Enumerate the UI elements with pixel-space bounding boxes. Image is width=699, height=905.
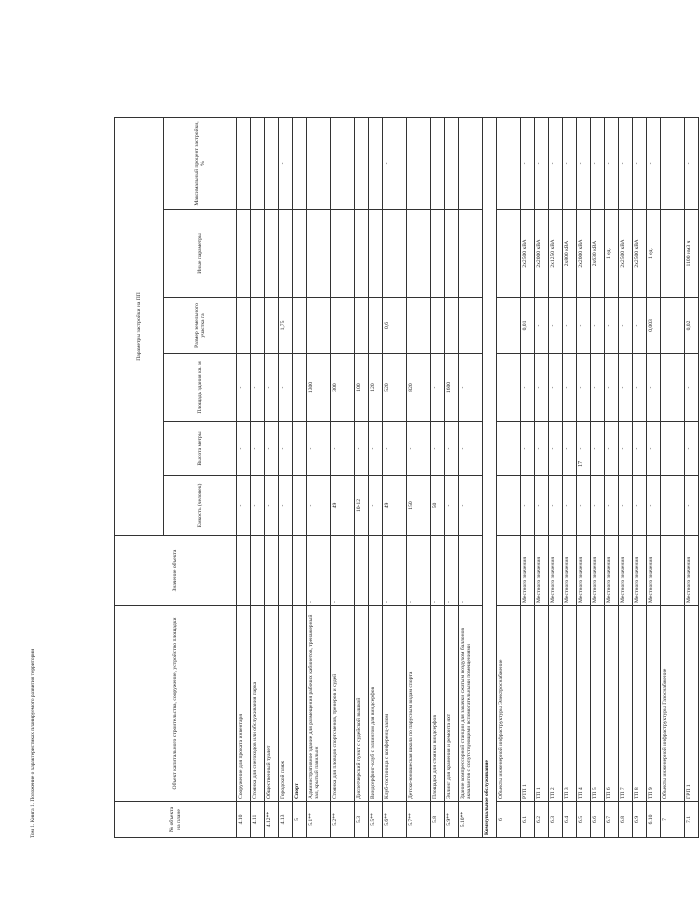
row-area-cell <box>293 354 307 422</box>
row-num-cell: 5.7** <box>407 802 431 838</box>
row-area-cell: 1300 <box>307 354 331 422</box>
row-height-cell: - <box>521 422 535 476</box>
row-other-cell <box>237 210 251 298</box>
row-height-cell: - <box>251 422 265 476</box>
col-other-header: Иные параметры <box>164 210 237 298</box>
row-significance-cell: Местного значения <box>685 536 699 606</box>
row-object-cell: ТП 1 <box>535 606 549 802</box>
row-height-cell: - <box>647 422 661 476</box>
document-header: Том 1. Книга 1. Положение о характеристиках планируемого развития территории <box>30 648 36 838</box>
row-percent-cell <box>331 117 355 209</box>
row-significance-cell <box>293 536 307 606</box>
row-capacity-cell: - <box>535 476 549 536</box>
row-area-cell: 1600 <box>445 354 459 422</box>
row-percent-cell <box>307 117 331 209</box>
row-object-cell: Виндсерфинг-клуб с эллингом для виндсерфов <box>369 606 383 802</box>
row-significance-cell: Местного значения <box>647 536 661 606</box>
row-object-cell: Площадка для стоянки виндсерфов <box>431 606 445 802</box>
row-num-cell: 6.6 <box>591 802 605 838</box>
row-capacity-cell: 150 <box>407 476 431 536</box>
row-capacity-cell: - <box>563 476 577 536</box>
table-row <box>307 117 331 837</box>
row-plot-cell <box>445 298 459 354</box>
col-height-header: Высота метры <box>164 422 237 476</box>
row-plot-cell: - <box>591 298 605 354</box>
row-object-cell: ТП 5 <box>591 606 605 802</box>
row-percent-cell <box>369 117 383 209</box>
table-row <box>521 117 535 837</box>
row-height-cell: - <box>431 422 445 476</box>
row-plot-cell <box>307 298 331 354</box>
row-object-cell: Стоянка для пловцов спортсменов, тренеров и судей <box>331 606 355 802</box>
table-row <box>445 117 459 837</box>
row-height-cell: - <box>459 422 483 476</box>
row-capacity-cell: - <box>647 476 661 536</box>
table-row <box>591 117 605 837</box>
row-height-cell: - <box>535 422 549 476</box>
table-row <box>431 117 445 837</box>
row-height-cell <box>497 422 521 476</box>
row-area-cell: - <box>577 354 591 422</box>
row-area-cell: - <box>619 354 633 422</box>
row-percent-cell <box>407 117 431 209</box>
table-row <box>251 117 265 837</box>
row-percent-cell: - <box>647 117 661 209</box>
table-row <box>237 117 251 837</box>
row-other-cell: 2х1250 кВА <box>549 210 563 298</box>
row-significance-cell <box>369 536 383 606</box>
row-other-cell <box>355 210 369 298</box>
row-num-cell: 6.10 <box>647 802 661 838</box>
row-height-cell: - <box>355 422 369 476</box>
row-other-cell: 2х2500 кВА <box>521 210 535 298</box>
row-capacity-cell: - <box>591 476 605 536</box>
row-num-cell: 6.3 <box>549 802 563 838</box>
row-height-cell: - <box>445 422 459 476</box>
row-area-cell: 100 <box>355 354 369 422</box>
row-object-cell: Сооружение для проката инвентаря <box>237 606 251 802</box>
row-significance-cell: - <box>445 536 459 606</box>
col-area-header: Площадь здания кв. м <box>164 354 237 422</box>
params-group-header: Параметры застройки на ПП <box>115 117 164 535</box>
row-plot-cell: - <box>619 298 633 354</box>
row-height-cell: - <box>307 422 331 476</box>
row-capacity-cell: 50 <box>431 476 445 536</box>
row-significance-cell: Местного значения <box>535 536 549 606</box>
row-object-cell: Диспетчерский пункт с судейской вышкой <box>355 606 369 802</box>
row-plot-cell <box>431 298 445 354</box>
row-num-cell: 5.8 <box>431 802 445 838</box>
row-other-cell <box>331 210 355 298</box>
row-num-cell: 6.8 <box>619 802 633 838</box>
row-height-cell <box>661 422 685 476</box>
row-other-cell: 2х2500 кВА <box>619 210 633 298</box>
row-percent-cell <box>431 117 445 209</box>
row-num-cell: 4.13 <box>279 802 293 838</box>
row-plot-cell: - <box>535 298 549 354</box>
row-capacity-cell <box>293 476 307 536</box>
row-percent-cell: - <box>591 117 605 209</box>
row-num-cell: 5.3 <box>355 802 369 838</box>
row-capacity-cell: - <box>619 476 633 536</box>
row-other-cell: 2х2500 кВА <box>633 210 647 298</box>
row-other-cell <box>445 210 459 298</box>
row-percent-cell: - <box>685 117 699 209</box>
row-plot-cell <box>459 298 483 354</box>
row-object-cell: ТП 8 <box>633 606 647 802</box>
row-height-cell: - <box>331 422 355 476</box>
row-percent-cell: - <box>383 117 407 209</box>
table-row <box>483 117 497 837</box>
row-plot-cell: - <box>605 298 619 354</box>
row-capacity-cell: - <box>521 476 535 536</box>
row-area-cell: - <box>265 354 279 422</box>
table-row <box>647 117 661 837</box>
row-percent-cell <box>237 117 251 209</box>
row-other-cell <box>307 210 331 298</box>
row-area-cell <box>497 354 521 422</box>
row-object-cell: Стоянка для снегоходов или обслуживания парка <box>251 606 265 802</box>
row-num-cell: 7 <box>661 802 685 838</box>
row-significance-cell <box>237 536 251 606</box>
table-row <box>383 117 407 837</box>
row-num-cell: 6.2 <box>535 802 549 838</box>
row-num-cell: 5.5** <box>369 802 383 838</box>
row-object-cell: Административное здание для размещения рабочих кабинетов, тренажерный зал, крытый павильон <box>307 606 331 802</box>
row-other-cell <box>279 210 293 298</box>
row-capacity-cell: - <box>251 476 265 536</box>
row-num-cell: 5.10** <box>459 802 483 838</box>
col-object-header: Объект капитального строительства, сооружение, устройство площадки <box>115 606 237 802</box>
row-area-cell: - <box>605 354 619 422</box>
row-area-cell: - <box>237 354 251 422</box>
row-object-cell: ТП 3 <box>563 606 577 802</box>
row-object-cell: ТП 2 <box>549 606 563 802</box>
row-capacity-cell: - <box>459 476 483 536</box>
row-height-cell <box>293 422 307 476</box>
col-capacity-header: Емкость (человек) <box>164 476 237 536</box>
table-body <box>237 117 699 837</box>
row-plot-cell: 0,6 <box>383 298 407 354</box>
row-object-cell: ТП 4 <box>577 606 591 802</box>
row-object-cell: Спорт <box>293 606 307 802</box>
row-num-cell: 5.2** <box>331 802 355 838</box>
row-object-cell: ГРП 1 <box>685 606 699 802</box>
row-height-cell: - <box>369 422 383 476</box>
row-other-cell <box>431 210 445 298</box>
row-height-cell: - <box>383 422 407 476</box>
row-plot-cell <box>355 298 369 354</box>
row-percent-cell: - <box>577 117 591 209</box>
row-significance-cell: - <box>307 536 331 606</box>
row-area-cell: - <box>459 354 483 422</box>
row-capacity-cell: - <box>445 476 459 536</box>
row-area-cell: 820 <box>407 354 431 422</box>
row-plot-cell <box>331 298 355 354</box>
row-other-cell: 1 ед. <box>605 210 619 298</box>
table-row <box>497 117 521 837</box>
row-percent-cell <box>355 117 369 209</box>
row-area-cell: - <box>633 354 647 422</box>
col-plot-header: Размер земельного участка га <box>164 298 237 354</box>
row-other-cell <box>251 210 265 298</box>
row-percent-cell: - <box>633 117 647 209</box>
table-row <box>535 117 549 837</box>
row-height-cell: - <box>563 422 577 476</box>
col-num-header: № объекта на плане <box>115 802 237 838</box>
row-percent-cell <box>445 117 459 209</box>
row-significance-cell <box>661 536 685 606</box>
row-area-cell: - <box>521 354 535 422</box>
row-percent-cell: - <box>605 117 619 209</box>
row-significance-cell: Местного значения <box>619 536 633 606</box>
row-other-cell: 2х2000 кВА <box>535 210 549 298</box>
parameters-table <box>114 117 699 838</box>
row-plot-cell: 1,75 <box>279 298 293 354</box>
row-percent-cell: - <box>549 117 563 209</box>
row-plot-cell: 0,01 <box>521 298 535 354</box>
row-num-cell: 5.1** <box>307 802 331 838</box>
row-num-cell: 5.9** <box>445 802 459 838</box>
row-capacity-cell <box>661 476 685 536</box>
row-significance-cell: Местного значения <box>591 536 605 606</box>
row-height-cell: - <box>237 422 251 476</box>
row-other-cell: 2х2000 кВА <box>577 210 591 298</box>
row-plot-cell: 0,02 <box>685 298 699 354</box>
row-capacity-cell: 10-12 <box>355 476 369 536</box>
row-object-cell: ТП 6 <box>605 606 619 802</box>
row-num-cell: 6.4 <box>563 802 577 838</box>
table-row <box>331 117 355 837</box>
row-area-cell: - <box>549 354 563 422</box>
row-height-cell: - <box>685 422 699 476</box>
row-plot-cell: - <box>549 298 563 354</box>
row-height-cell: - <box>279 422 293 476</box>
row-object-cell: Эллинг для хранения и ремонта яхт <box>445 606 459 802</box>
row-other-cell <box>383 210 407 298</box>
row-capacity-cell: - <box>265 476 279 536</box>
row-percent-cell <box>459 117 483 209</box>
row-significance-cell: - <box>407 536 431 606</box>
row-plot-cell <box>251 298 265 354</box>
row-plot-cell <box>237 298 251 354</box>
page-number: 17 <box>578 461 584 467</box>
table-row <box>355 117 369 837</box>
row-percent-cell: - <box>521 117 535 209</box>
row-num-cell: 7.1 <box>685 802 699 838</box>
row-object-cell: Общественный туалет <box>265 606 279 802</box>
row-num-cell: 4.12** <box>265 802 279 838</box>
section-heading: Коммунальное обслуживание <box>483 117 497 837</box>
row-plot-cell: - <box>563 298 577 354</box>
row-capacity-cell: - <box>369 476 383 536</box>
row-percent-cell <box>497 117 521 209</box>
table-row <box>293 117 307 837</box>
row-capacity-cell: - <box>685 476 699 536</box>
row-height-cell: - <box>265 422 279 476</box>
table-row <box>661 117 685 837</box>
row-object-cell: Городской пляж <box>279 606 293 802</box>
table-row <box>685 117 699 837</box>
row-area-cell: - <box>591 354 605 422</box>
row-significance-cell: Местного значения <box>521 536 535 606</box>
table-row <box>563 117 577 837</box>
row-other-cell: 2х800 кВА <box>563 210 577 298</box>
row-num-cell: 6 <box>497 802 521 838</box>
row-percent-cell: - <box>619 117 633 209</box>
row-significance-cell: Местного значения <box>605 536 619 606</box>
row-plot-cell <box>265 298 279 354</box>
row-area-cell: - <box>563 354 577 422</box>
row-plot-cell: - <box>633 298 647 354</box>
row-other-cell: 2х630 кВА <box>591 210 605 298</box>
row-object-cell: РТП 1 <box>521 606 535 802</box>
row-other-cell <box>407 210 431 298</box>
row-percent-cell <box>293 117 307 209</box>
table-row <box>459 117 483 837</box>
row-significance-cell <box>279 536 293 606</box>
row-plot-cell <box>369 298 383 354</box>
row-plot-cell <box>407 298 431 354</box>
row-num-cell: 6.1 <box>521 802 535 838</box>
row-object-cell: ТП 9 <box>647 606 661 802</box>
row-height-cell: - <box>633 422 647 476</box>
row-area-cell: - <box>431 354 445 422</box>
row-height-cell: - <box>619 422 633 476</box>
row-height-cell: - <box>577 422 591 476</box>
row-plot-cell: 0,003 <box>647 298 661 354</box>
row-capacity-cell: - <box>237 476 251 536</box>
row-area-cell: 300 <box>331 354 355 422</box>
col-max-percent-header: Максимальный процент застройки, % <box>164 117 237 209</box>
row-num-cell: 4.11 <box>251 802 265 838</box>
row-percent-cell <box>661 117 685 209</box>
row-height-cell: - <box>549 422 563 476</box>
row-significance-cell <box>265 536 279 606</box>
row-plot-cell <box>661 298 685 354</box>
row-significance-cell: - <box>459 536 483 606</box>
row-percent-cell: - <box>535 117 549 209</box>
row-area-cell: - <box>647 354 661 422</box>
table-row <box>407 117 431 837</box>
row-significance-cell: Местного значения <box>633 536 647 606</box>
table-row <box>619 117 633 837</box>
row-capacity-cell <box>497 476 521 536</box>
row-area-cell: 120 <box>369 354 383 422</box>
row-num-cell: 5.6** <box>383 802 407 838</box>
row-capacity-cell: - <box>577 476 591 536</box>
table-row <box>633 117 647 837</box>
row-object-cell: Объекты инженерной инфраструктуры Газоснабжение <box>661 606 685 802</box>
row-capacity-cell: - <box>279 476 293 536</box>
row-height-cell: - <box>591 422 605 476</box>
row-area-cell: - <box>251 354 265 422</box>
row-other-cell: 1 ед. <box>647 210 661 298</box>
row-height-cell: - <box>605 422 619 476</box>
table-row <box>265 117 279 837</box>
row-capacity-cell: - <box>307 476 331 536</box>
row-area-cell: - <box>685 354 699 422</box>
row-significance-cell: Местного значения <box>577 536 591 606</box>
row-object-cell: Здание компрессорной станции для закачки сжатым воздухом баллонов аквалангов с сопутствующими вспомогательными помещениями <box>459 606 483 802</box>
row-capacity-cell: 49 <box>383 476 407 536</box>
row-significance-cell: Местного значения <box>563 536 577 606</box>
row-percent-cell: - <box>563 117 577 209</box>
row-other-cell <box>661 210 685 298</box>
row-percent-cell <box>251 117 265 209</box>
row-capacity-cell: - <box>605 476 619 536</box>
row-other-cell: 1100 нм3 ч <box>685 210 699 298</box>
table-row <box>605 117 619 837</box>
row-plot-cell <box>293 298 307 354</box>
col-significance-header: Значение объекта <box>115 536 237 606</box>
row-other-cell <box>369 210 383 298</box>
row-other-cell <box>265 210 279 298</box>
row-num-cell: 6.5 <box>577 802 591 838</box>
row-object-cell: Клуб-гостиница с конференц-залом <box>383 606 407 802</box>
row-percent-cell <box>265 117 279 209</box>
row-other-cell <box>293 210 307 298</box>
row-significance-cell <box>251 536 265 606</box>
row-significance-cell <box>355 536 369 606</box>
row-num-cell: 4.10 <box>237 802 251 838</box>
row-percent-cell: - <box>279 117 293 209</box>
table-row <box>369 117 383 837</box>
row-other-cell <box>497 210 521 298</box>
row-significance-cell: - <box>383 536 407 606</box>
row-capacity-cell: - <box>633 476 647 536</box>
row-significance-cell <box>497 536 521 606</box>
row-area-cell <box>661 354 685 422</box>
table-row <box>549 117 563 837</box>
row-capacity-cell: - <box>549 476 563 536</box>
row-num-cell: 6.7 <box>605 802 619 838</box>
row-plot-cell: - <box>577 298 591 354</box>
table-row <box>577 117 591 837</box>
row-num-cell: 5 <box>293 802 307 838</box>
row-significance-cell: - <box>331 536 355 606</box>
row-significance-cell: Местного значения <box>549 536 563 606</box>
row-plot-cell <box>497 298 521 354</box>
row-object-cell: Детско-юношеская школа по парусным видам спорта <box>407 606 431 802</box>
row-object-cell: ТП 7 <box>619 606 633 802</box>
row-area-cell: 520 <box>383 354 407 422</box>
row-num-cell: 6.9 <box>633 802 647 838</box>
table-row <box>279 117 293 837</box>
row-capacity-cell: 49 <box>331 476 355 536</box>
row-area-cell: - <box>535 354 549 422</box>
row-area-cell: - <box>279 354 293 422</box>
row-significance-cell: - <box>431 536 445 606</box>
row-other-cell <box>459 210 483 298</box>
row-object-cell: Объекты инженерной инфраструктуры Электроснабжение <box>497 606 521 802</box>
row-height-cell: - <box>407 422 431 476</box>
